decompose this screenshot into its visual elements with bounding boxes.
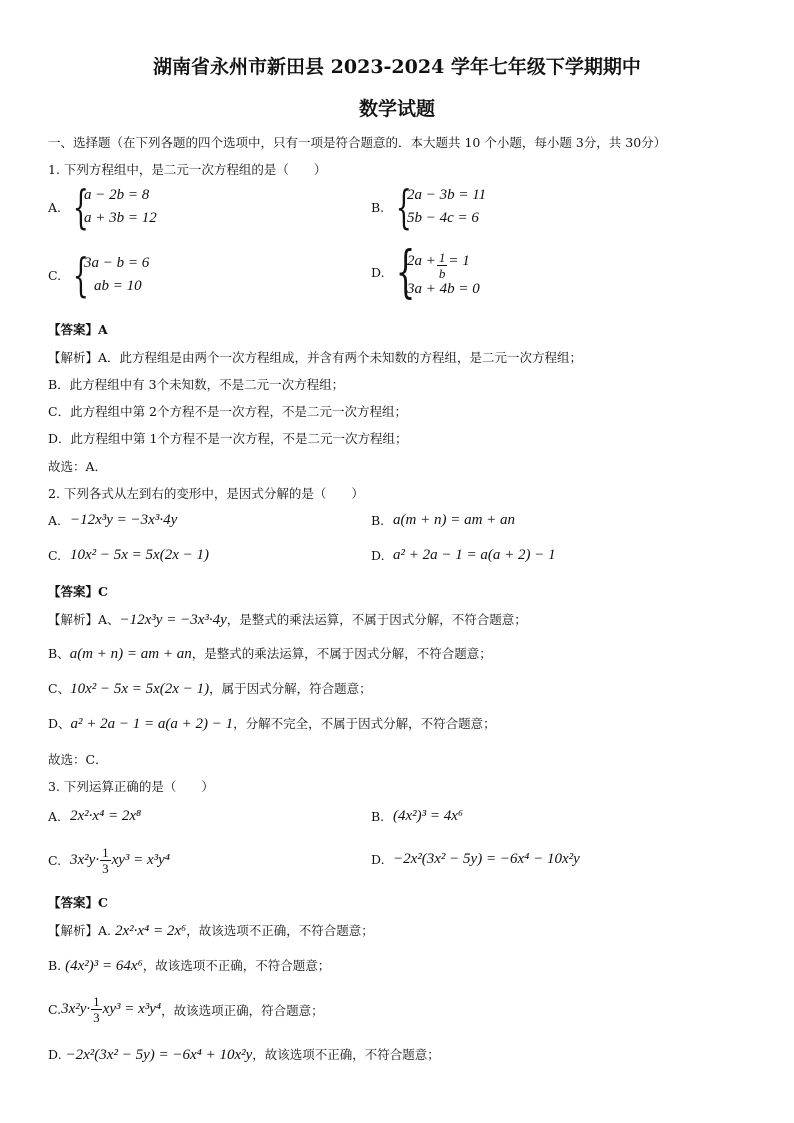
q2-explanation-3 [48, 679, 372, 698]
q1-option-d [371, 239, 480, 305]
option-label: C. [48, 267, 62, 283]
equation: 3a + 4b = 0 [407, 281, 480, 297]
equation: 2a − 3b = 11 [407, 187, 487, 203]
q2-explanation-1 [48, 610, 527, 629]
text: ，故该选项不正确，不符合题意； [252, 1047, 440, 1062]
q1-explanation-2: B．此方程组中有 3个未知数，不是二元一次方程组； [48, 377, 345, 392]
q3-option-a [48, 808, 141, 825]
equation-part: 2a + [407, 252, 436, 269]
denominator: 3 [93, 1010, 100, 1025]
q1-option-c [48, 248, 150, 302]
text: ，是整式的乘法运算，不属于因式分解，不符合题意； [191, 646, 492, 661]
q3-explanation-4 [48, 1045, 440, 1064]
text: 【解析】A、 [48, 612, 120, 627]
option-label: A. [48, 809, 62, 824]
numerator: 1 [93, 994, 100, 1009]
q3-explanation-3 [48, 994, 324, 1025]
option-label: C. [48, 853, 62, 868]
option-label: B. [371, 513, 385, 528]
equation: 3a − b = 6 [84, 255, 150, 271]
brace-icon: { [72, 248, 89, 302]
denominator: b [438, 265, 446, 281]
q1-explanation-1: 【解析】A．此方程组是由两个一次方程组成，并含有两个未知数的方程组，是二元一次方程组； [48, 350, 583, 365]
expression-part: xy³ = x³y⁴ [111, 852, 171, 868]
option-label: D. [371, 548, 385, 563]
numerator: 1 [438, 249, 446, 265]
q3-explanation-2 [48, 956, 330, 975]
q2-answer: 【答案】C [48, 584, 108, 599]
option-label: B. [371, 199, 385, 215]
q1-option-a [48, 180, 157, 234]
expression: 2x²·x⁴ = 2x⁶ [114, 923, 187, 939]
brace-icon: { [72, 180, 89, 234]
text: ，故该选项不正确，不符合题意； [142, 958, 331, 973]
equation: a + 3b = 12 [84, 210, 157, 226]
q2-option-d [371, 547, 556, 564]
expression: −2x²(3x² − 5y) = −6x⁴ + 10x²y [65, 1047, 253, 1063]
option-label: B. [371, 809, 385, 824]
expression: (4x²)³ = 4x⁶ [393, 808, 464, 824]
text: B、 [48, 646, 70, 661]
option-label: C. [48, 548, 62, 563]
q2-option-b [371, 512, 515, 529]
q3-option-c [48, 845, 170, 876]
brace-icon: { [395, 239, 416, 305]
option-label: D. [371, 852, 385, 867]
text: C、 [48, 681, 71, 696]
denominator: 3 [102, 861, 109, 876]
expression: −2x²(3x² − 5y) = −6x⁴ − 10x²y [393, 851, 580, 867]
text: ，故该选项不正确，不符合题意； [186, 923, 374, 938]
text: ，分解不完全，不属于因式分解，不符合题意； [233, 716, 496, 731]
question-2-stem: 2. 下列各式从左到右的变形中，是因式分解的是（ ） [48, 486, 364, 501]
expression: a² + 2a − 1 = a(a + 2) − 1 [70, 716, 234, 732]
expression: (4x²)³ = 64x⁶ [65, 958, 143, 974]
equation-part: = 1 [448, 252, 470, 269]
question-1-stem: 1. 下列方程组中，是二元一次方程组的是（ ） [48, 162, 327, 177]
text: B. [48, 958, 66, 973]
text: ，是整式的乘法运算，不属于因式分解，不符合题意； [226, 612, 527, 627]
expression: −12x³y = −3x³·4y [70, 512, 178, 528]
expression: 10x² − 5x = 5x(2x − 1) [70, 681, 210, 697]
text: ，故该选项正确，符合题意； [161, 1002, 324, 1018]
page-subtitle: 数学试题 [358, 98, 435, 120]
q2-explanation-4 [48, 714, 496, 733]
expression-part: 3x²y· [61, 1001, 91, 1017]
text: ，属于因式分解，符合题意； [209, 681, 372, 696]
q2-option-a [48, 512, 177, 529]
q1-explanation-4: D．此方程组中第 1个方程不是一次方程，不是二元一次方程组； [48, 431, 408, 446]
q1-choose: 故选：A． [48, 459, 108, 474]
q1-explanation-3: C．此方程组中第 2个方程不是一次方程，不是二元一次方程组； [48, 404, 407, 419]
page-title: 湖南省永州市新田县 2023-2024 学年七年级下学期期中 [153, 56, 641, 78]
q3-explanation-1 [48, 921, 374, 940]
q2-choose: 故选：C． [48, 752, 108, 767]
expression-part: 3x²y· [70, 852, 100, 868]
option-label: D. [371, 265, 385, 280]
text: D. [48, 1047, 66, 1062]
numerator: 1 [102, 845, 109, 860]
text: 【解析】A. [48, 923, 115, 938]
equation: a − 2b = 8 [84, 187, 150, 203]
fraction [91, 994, 102, 1025]
q2-explanation-2 [48, 644, 492, 663]
text: D、 [48, 716, 71, 731]
fraction [437, 249, 448, 281]
q1-answer: 【答案】A [48, 322, 108, 337]
q2-option-c [48, 547, 209, 564]
expression: a² + 2a − 1 = a(a + 2) − 1 [393, 547, 556, 563]
expression: 2x²·x⁴ = 2x⁸ [70, 808, 142, 824]
expression: a(m + n) = am + an [393, 512, 516, 528]
question-3-stem: 3. 下列运算正确的是（ ） [48, 779, 214, 794]
section-heading: 一、选择题（在下列各题的四个选项中，只有一项是符合题意的．本大题共 10 个小题，每小题 3分，共 30分） [48, 135, 667, 150]
q3-option-d [371, 851, 580, 868]
option-label: A. [48, 199, 62, 215]
brace-icon: { [395, 180, 412, 234]
equation: 5b − 4c = 6 [407, 210, 479, 226]
equation: ab = 10 [94, 278, 142, 294]
expression: −12x³y = −3x³·4y [119, 612, 227, 628]
q3-answer: 【答案】C [48, 895, 108, 910]
text: C. [48, 1002, 62, 1017]
expression-part: xy³ = x³y⁴ [102, 1001, 162, 1017]
fraction [100, 845, 111, 876]
option-label: A. [48, 513, 62, 528]
expression: 10x² − 5x = 5x(2x − 1) [70, 547, 209, 563]
q3-option-b [371, 808, 463, 825]
q1-option-b [371, 180, 487, 234]
expression: a(m + n) = am + an [69, 646, 192, 662]
